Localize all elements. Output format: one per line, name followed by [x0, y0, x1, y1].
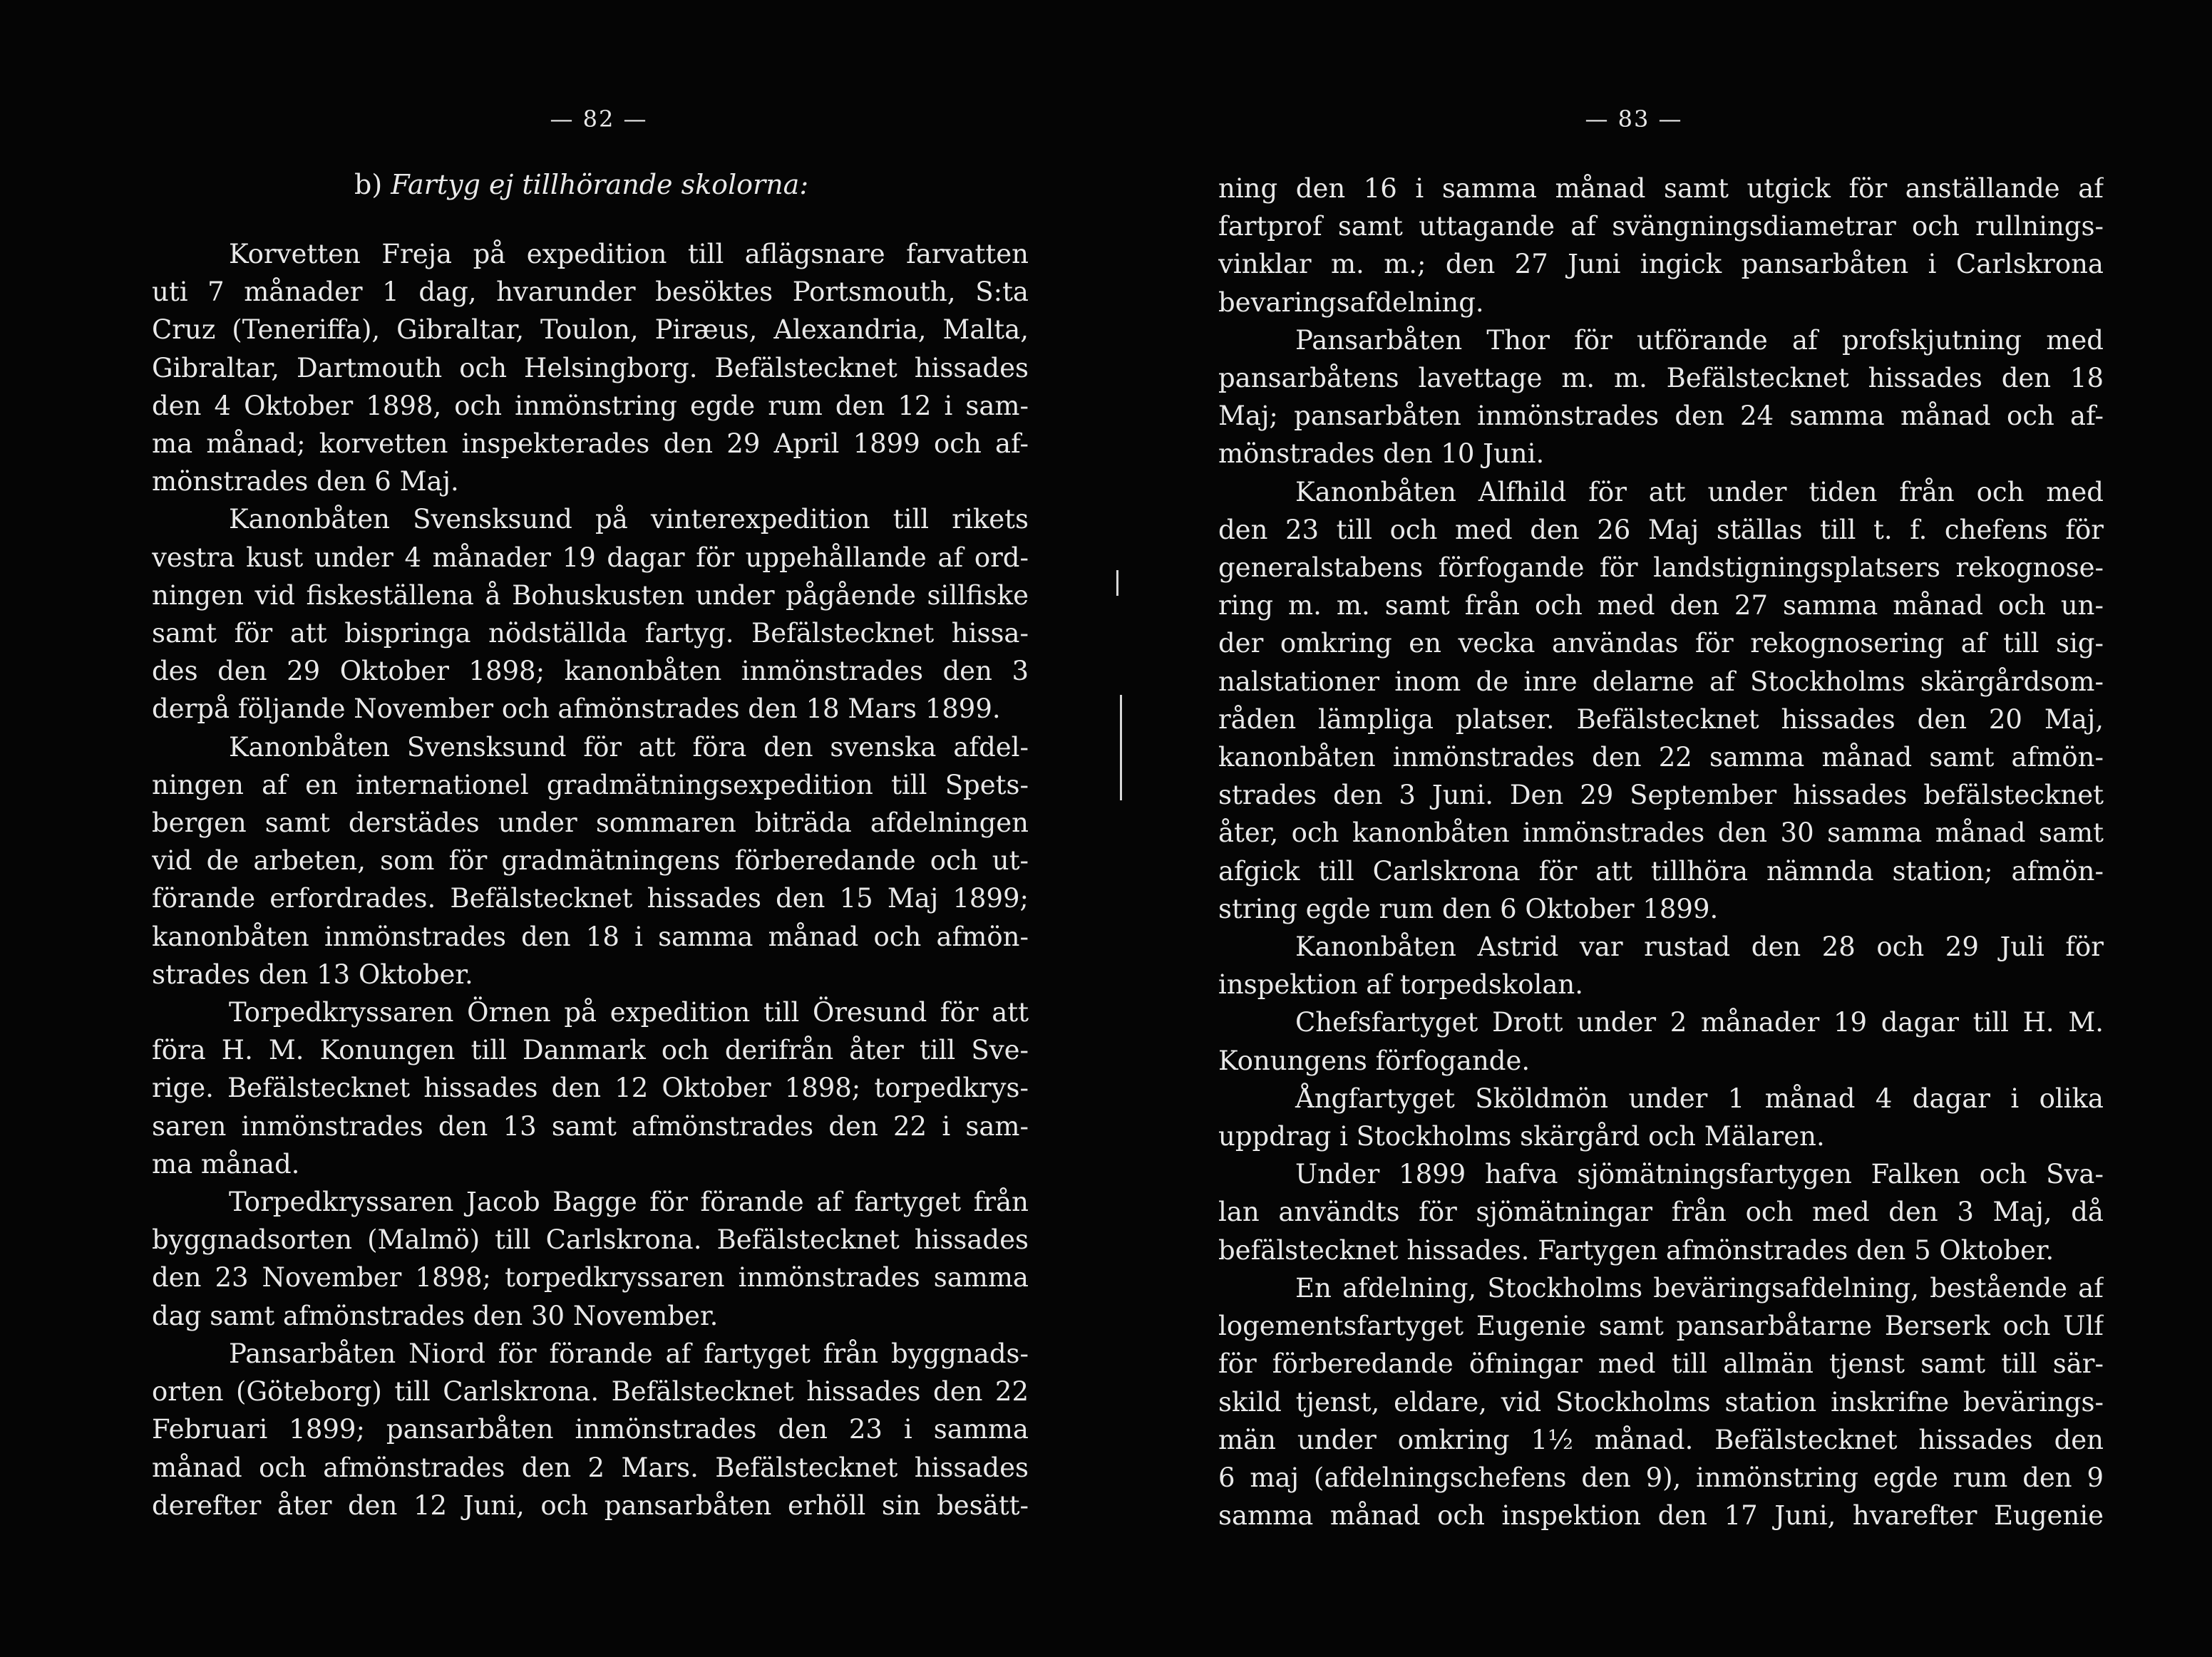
text-line: uti 7 månader 1 dag, hvarunder besöktes Portsmouth, S:ta [152, 277, 1029, 308]
page-number: — 83 — [1585, 105, 1683, 133]
text-line: strades den 13 Oktober. [152, 959, 473, 990]
body-text [1218, 170, 2104, 1534]
text-line: Maj; pansarbåten inmönstrades den 24 samma månad och af- [1218, 401, 2104, 432]
text-line: inspektion af torpedskolan. [1218, 969, 1584, 1001]
text-line: nalstationer inom de inre delarne af Stockholms skärgårdsom- [1218, 666, 2104, 697]
text-line: Kanonbåten Astrid var rustad den 28 och 29 Juli för [1295, 931, 2104, 963]
text-line: ma månad; korvetten inspekterades den 29 April 1899 och af- [152, 428, 1029, 460]
text-line: kanonbåten inmönstrades den 18 i samma månad och afmön- [152, 921, 1029, 952]
text-line: ring m. m. samt från och med den 27 samma månad och un- [1218, 590, 2104, 621]
text-line: samma månad och inspektion den 17 Juni, hvarefter Eugenie [1218, 1500, 2104, 1532]
text-line: den 4 Oktober 1898, och inmönstring egde rum den 12 i sam- [152, 390, 1029, 421]
text-line: Torpedkryssaren Örnen på expedition till Öresund för att [229, 997, 1029, 1028]
text-line: åter, och kanonbåten inmönstrades den 30 samma månad samt [1218, 817, 2104, 849]
text-line: En afdelning, Stockholms beväringsafdelning, bestående af [1295, 1272, 2104, 1304]
text-line: bergen samt derstädes under sommaren biträda afdelningen [152, 807, 1029, 839]
text-line: uppdrag i Stockholms skärgård och Mälaren. [1218, 1121, 1825, 1152]
text-line: dag samt afmönstrades den 30 November. [152, 1300, 719, 1331]
text-line: derpå följande November och afmönstrades den 18 Mars 1899. [152, 693, 1001, 725]
text-line: vid de arbeten, som för gradmätningens förberedande och ut- [152, 845, 1029, 877]
text-line: bevaringsafdelning. [1218, 287, 1484, 318]
text-line: byggnadsorten (Malmö) till Carlskrona. Befälstecknet hissades [152, 1224, 1029, 1256]
text-line: Februari 1899; pansarbåten inmönstrades den 23 i samma [152, 1414, 1029, 1445]
text-line: Kanonbåten Svensksund på vinterexpedition till rikets [229, 504, 1029, 535]
text-line: rige. Befälstecknet hissades den 12 Oktober 1898; torpedkrys- [152, 1073, 1029, 1104]
text-line: ma månad. [152, 1148, 300, 1179]
text-line: Chefsfartyget Drott under 2 månader 19 dagar till H. M. [1295, 1007, 2104, 1038]
gutter-mark [1120, 695, 1122, 800]
text-line: Gibraltar, Dartmouth och Helsingborg. Befälstecknet hissades [152, 352, 1029, 383]
text-line: Under 1899 hafva sjömätningsfartygen Falken och Sva- [1295, 1159, 2104, 1190]
text-line: föra H. M. Konungen till Danmark och derifrån åter till Sve- [152, 1035, 1029, 1066]
section-heading-title: Fartyg ej tillhörande skolorna: [391, 169, 809, 200]
body-text [152, 235, 1029, 1524]
text-line: månad och afmönstrades den 2 Mars. Befälstecknet hissades [152, 1452, 1029, 1483]
text-line: den 23 till och med den 26 Maj ställas till t. f. chefens för [1218, 514, 2104, 545]
text-line: skild tjenst, eldare, vid Stockholms station inskrifne bevärings- [1218, 1386, 2104, 1418]
text-line: pansarbåtens lavettage m. m. Befälstecknet hissades den 18 [1218, 363, 2104, 394]
text-line: ningen vid fiskeställena å Bohuskusten under pågående sillfiske [152, 579, 1029, 611]
text-line: orten (Göteborg) till Carlskrona. Befälstecknet hissades den 22 [152, 1376, 1029, 1408]
text-line: Konungens förfogande. [1218, 1045, 1531, 1076]
text-line: lan användts för sjömätningar från och med den 3 Maj, då [1218, 1197, 2104, 1228]
text-line: Cruz (Teneriffa), Gibraltar, Toulon, Piræus, Alexandria, Malta, [152, 314, 1029, 346]
text-line: förande erfordrades. Befälstecknet hissades den 15 Maj 1899; [152, 883, 1029, 914]
text-line: vinklar m. m.; den 27 Juni ingick pansarbåten i Carlskrona [1218, 249, 2104, 280]
text-line: samt för att bispringa nödställda fartyg. Befälstecknet hissa- [152, 618, 1029, 649]
text-line: Pansarbåten Niord för förande af fartyget från byggnads- [229, 1338, 1029, 1369]
gutter-mark [1116, 570, 1118, 596]
text-line: den 23 November 1898; torpedkryssaren inmönstrades samma [152, 1262, 1029, 1294]
text-line: derefter åter den 12 Juni, och pansarbåten erhöll sin besätt- [152, 1490, 1029, 1521]
text-line: för förberedande öfningar med till allmän tjenst samt till sär- [1218, 1348, 2104, 1380]
text-line: män under omkring 1½ månad. Befälstecknet hissades den [1218, 1424, 2104, 1455]
text-line: strades den 3 Juni. Den 29 September hissades befälstecknet [1218, 780, 2104, 811]
text-line: Kanonbåten Svensksund för att föra den svenska afdel- [229, 731, 1029, 763]
text-line: fartprof samt uttagande af svängningsdiametrar och rullnings- [1218, 211, 2104, 242]
text-line: mönstrades den 10 Juni. [1218, 438, 1545, 470]
right-page [1106, 0, 2212, 1657]
text-line: Korvetten Freja på expedition till aflägsnare farvatten [229, 239, 1029, 269]
text-line: Pansarbåten Thor för utförande af profskjutning med [1295, 324, 2104, 356]
text-line: 6 maj (afdelningschefens den 9), inmönstring egde rum den 9 [1218, 1462, 2104, 1493]
text-line: Torpedkryssaren Jacob Bagge för förande af fartyget från [229, 1187, 1029, 1218]
text-line: generalstabens förfogande för landstigningsplatsers rekognose- [1218, 552, 2104, 584]
section-heading [354, 165, 808, 204]
text-line: befälstecknet hissades. Fartygen afmönstrades den 5 Oktober. [1218, 1234, 2054, 1266]
section-heading-prefix: b) [354, 169, 391, 200]
text-line: råden lämpliga platser. Befälstecknet hissades den 20 Maj, [1218, 703, 2104, 735]
page-number: — 82 — [550, 105, 648, 133]
text-line: vestra kust under 4 månader 19 dagar för uppehållande af ord- [152, 542, 1029, 573]
text-line: logementsfartyget Eugenie samt pansarbåtarne Berserk och Ulf [1218, 1311, 2104, 1342]
text-line: string egde rum den 6 Oktober 1899. [1218, 893, 1719, 924]
text-line: afgick till Carlskrona för att tillhöra nämnda station; afmön- [1218, 855, 2104, 887]
text-line: des den 29 Oktober 1898; kanonbåten inmönstrades den 3 [152, 656, 1029, 687]
text-line: Kanonbåten Alfhild för att under tiden från och med [1295, 476, 2104, 507]
text-line: mönstrades den 6 Maj. [152, 466, 459, 497]
text-line: ningen af en internationel gradmätningsexpedition till Spets- [152, 769, 1029, 800]
text-line: Ångfartyget Sköldmön under 1 månad 4 dagar i olika [1295, 1083, 2104, 1114]
text-line: ning den 16 i samma månad samt utgick för anställande af [1218, 173, 2104, 204]
text-line: der omkring en vecka användas för rekognosering af till sig- [1218, 628, 2104, 659]
text-line: saren inmönstrades den 13 samt afmönstrades den 22 i sam- [152, 1110, 1029, 1142]
text-line: kanonbåten inmönstrades den 22 samma månad samt afmön- [1218, 742, 2104, 773]
